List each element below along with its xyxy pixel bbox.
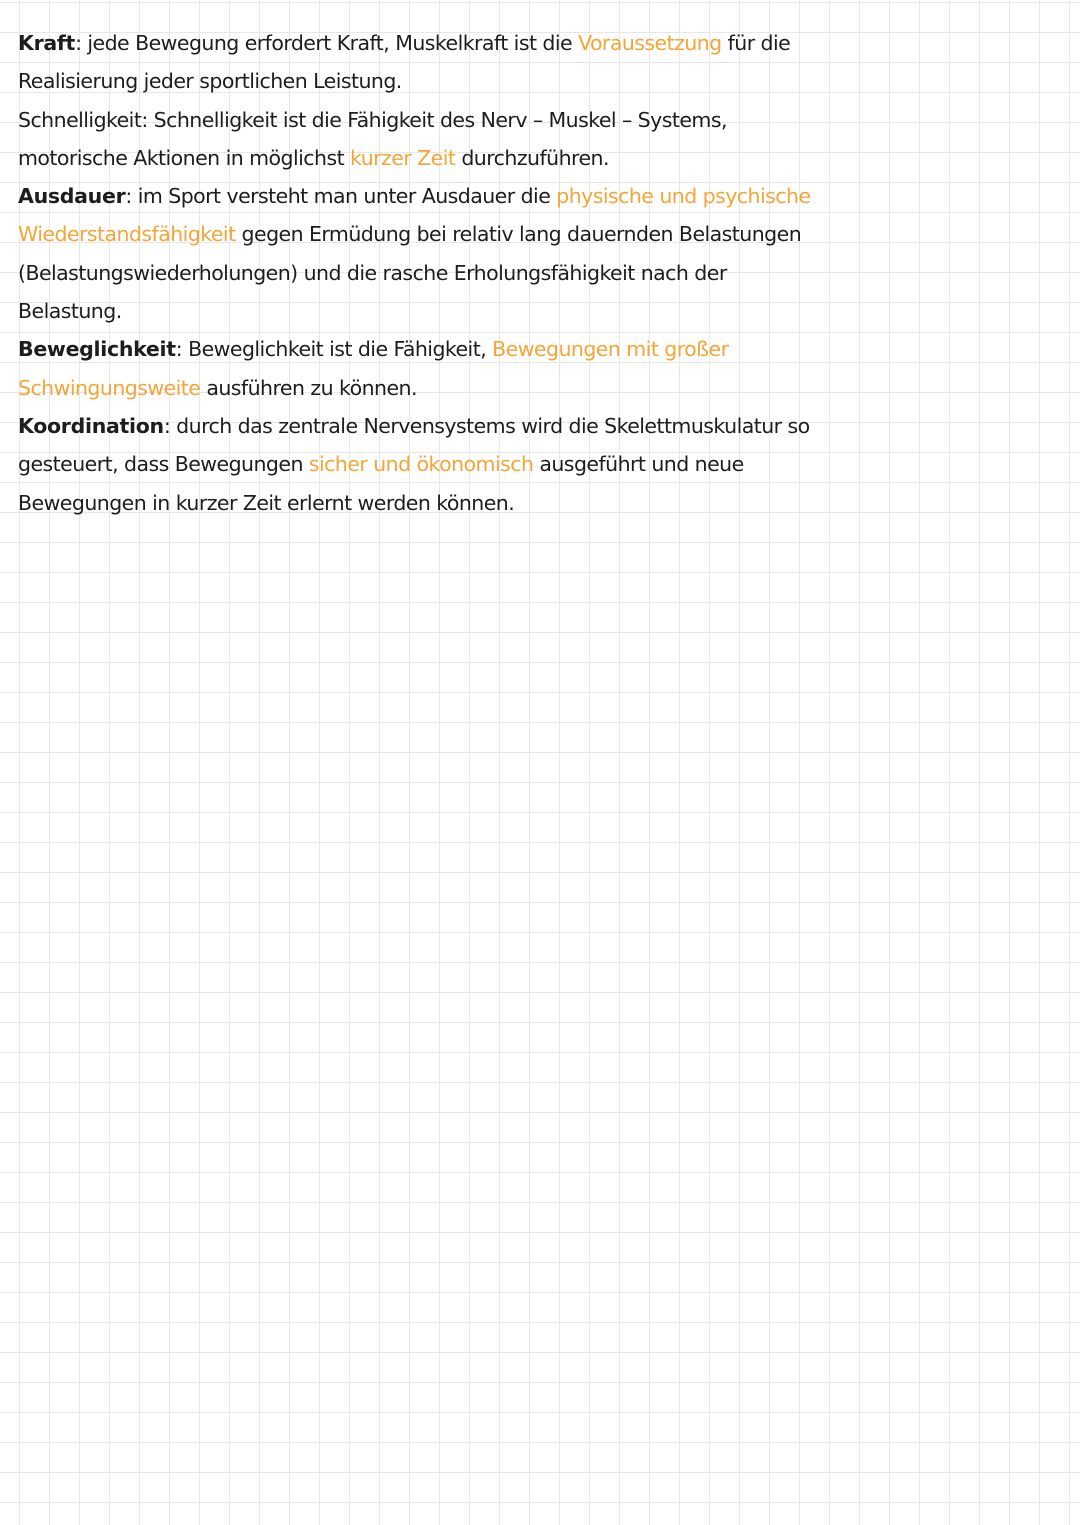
- note-text: durchzuführen.: [455, 145, 609, 170]
- note-line: [18, 215, 802, 253]
- note-text: gesteuert, dass Bewegungen: [18, 452, 309, 477]
- term-kraft: Kraft: [18, 31, 76, 55]
- note-line: [18, 292, 748, 330]
- note-text: : jede Bewegung erfordert Kraft, Muskelkraft ist die: [75, 31, 579, 55]
- note-text: : im Sport versteht man unter Ausdauer die: [125, 184, 557, 209]
- note-line: [18, 445, 748, 483]
- term-ausdauer: Ausdauer: [18, 184, 126, 209]
- note-line: [18, 139, 748, 177]
- note-line: [18, 254, 748, 292]
- note-text: Bewegungen in kurzer Zeit erlernt werden können.: [18, 490, 515, 515]
- note-text: Schnelligkeit: Schnelligkeit ist die Fähigkeit des Nerv – Muskel – Systems,: [18, 107, 727, 132]
- highlight-text: sicher und ökonomisch: [308, 452, 534, 477]
- highlight-text: physische und psychische: [556, 184, 811, 209]
- note-text: ausgeführt und neue: [533, 452, 744, 477]
- note-line: [18, 369, 748, 407]
- note-line: [18, 484, 748, 522]
- note-line: [18, 330, 748, 368]
- note-text: : Beweglichkeit ist die Fähigkeit,: [175, 337, 493, 362]
- highlight-text: Schwingungsweite: [18, 375, 201, 400]
- note-text: motorische Aktionen in möglichst: [18, 145, 351, 170]
- highlight-text: Voraussetzung: [578, 31, 722, 55]
- note-line: [18, 101, 748, 139]
- note-text: : durch das zentrale Nervensystems wird die Skelettmuskulatur so: [163, 413, 810, 438]
- note-line: [18, 177, 811, 215]
- note-text: (Belastungswiederholungen) und die rasche Erholungsfähigkeit nach der: [18, 260, 727, 285]
- term-beweglichkeit: Beweglichkeit: [18, 337, 176, 362]
- note-line: [18, 24, 791, 62]
- highlight-text: Wiederstandsfähigkeit: [18, 222, 236, 247]
- term-koordination: Koordination: [18, 413, 164, 438]
- note-text: ausführen zu können.: [200, 375, 417, 400]
- note-text: Belastung.: [18, 299, 122, 324]
- note-line: [18, 62, 748, 100]
- highlight-text: kurzer Zeit: [350, 145, 456, 170]
- note-line: [18, 407, 810, 445]
- highlight-text: Bewegungen mit großer: [492, 337, 729, 362]
- note-text: gegen Ermüdung bei relativ lang dauernden Belastungen: [235, 222, 802, 247]
- note-text: für die: [721, 31, 791, 55]
- note-text: Realisierung jeder sportlichen Leistung.: [18, 69, 402, 94]
- notes-body: [18, 24, 811, 522]
